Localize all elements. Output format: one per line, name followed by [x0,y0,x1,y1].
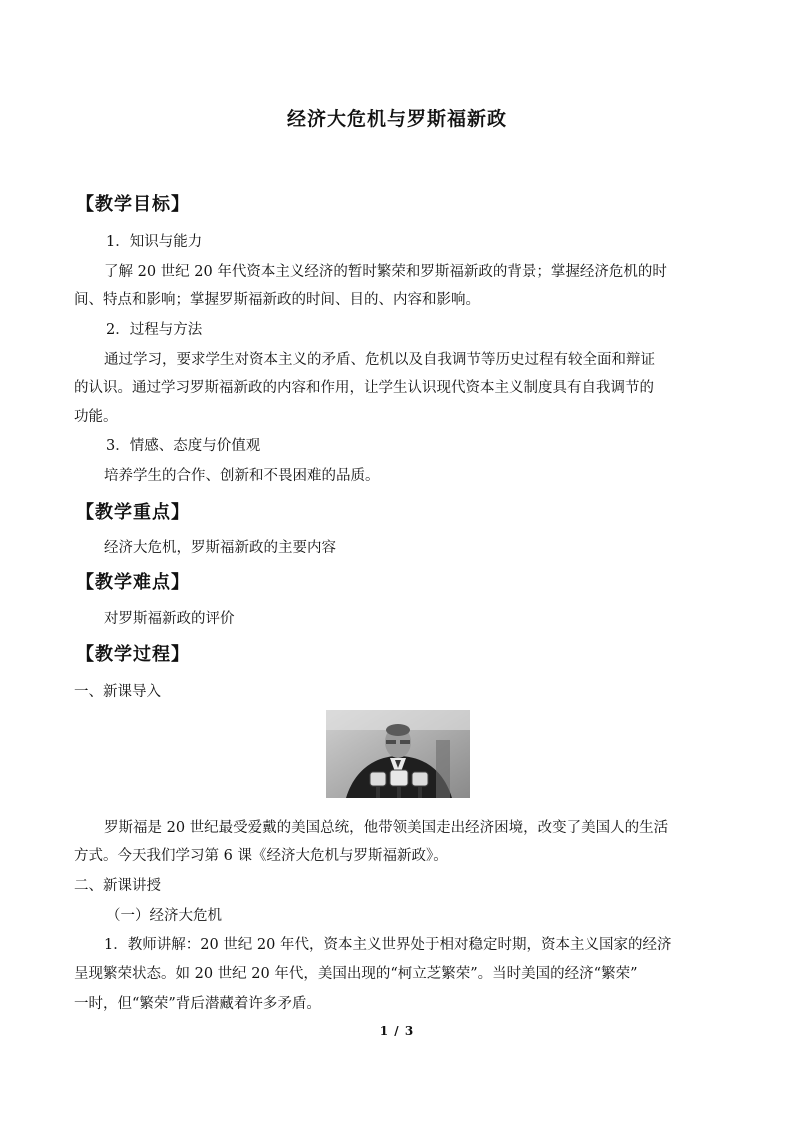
objective-3-heading: 3．情感、态度与价值观 [106,438,261,454]
objective-2-line-2: 的认识。通过学习罗斯福新政的内容和作用，让学生认识现代资本主义制度具有自我调节的 [74,380,654,396]
section-heading-key-points: 【教学重点】 [76,502,190,523]
objective-1-line-2: 间、特点和影响；掌握罗斯福新政的时间、目的、内容和影响。 [74,292,480,308]
objective-2-line-3: 功能。 [74,409,118,425]
section-heading-process: 【教学过程】 [76,644,190,665]
intro-line-2: 方式。今天我们学习第 6 课《经济大危机与罗斯福新政》。 [74,848,448,864]
section-heading-objectives: 【教学目标】 [76,194,190,215]
process-part-1-heading: 一、新课导入 [74,684,161,700]
page-number: 1 / 3 [379,1024,415,1038]
process-part-2-heading: 二、新课讲授 [74,878,161,894]
section-heading-difficulties: 【教学难点】 [76,572,190,593]
subsection-1-line-3: 一时，但“繁荣”背后潜藏着许多矛盾。 [74,996,321,1012]
subsection-1-heading: （一）经济大危机 [106,908,222,924]
objective-2-heading: 2．过程与方法 [106,322,203,338]
subsection-1-line-2: 呈现繁荣状态。如 20 世纪 20 年代，美国出现的“柯立芝繁荣”。当时美国的经济“繁荣” [74,966,638,982]
objective-2-line-1: 通过学习，要求学生对资本主义的矛盾、危机以及自我调节等历史过程有较全面和辩证 [104,352,655,368]
objective-1-heading: 1．知识与能力 [106,234,203,250]
intro-line-1: 罗斯福是 20 世纪最受爱戴的美国总统，他带领美国走出经济困境，改变了美国人的生活 [104,820,669,836]
page-title: 经济大危机与罗斯福新政 [286,108,507,130]
roosevelt-photo [326,710,470,798]
key-points-text: 经济大危机，罗斯福新政的主要内容 [104,540,336,556]
objective-3-line-1: 培养学生的合作、创新和不畏困难的品质。 [104,468,380,484]
difficulties-text: 对罗斯福新政的评价 [104,611,235,627]
subsection-1-line-1: 1．教师讲解：20 世纪 20 年代，资本主义世界处于相对稳定时期，资本主义国家的经济 [104,937,672,953]
objective-1-line-1: 了解 20 世纪 20 年代资本主义经济的暂时繁荣和罗斯福新政的背景；掌握经济危机的时 [104,264,667,280]
roosevelt-photo-image [326,710,470,798]
